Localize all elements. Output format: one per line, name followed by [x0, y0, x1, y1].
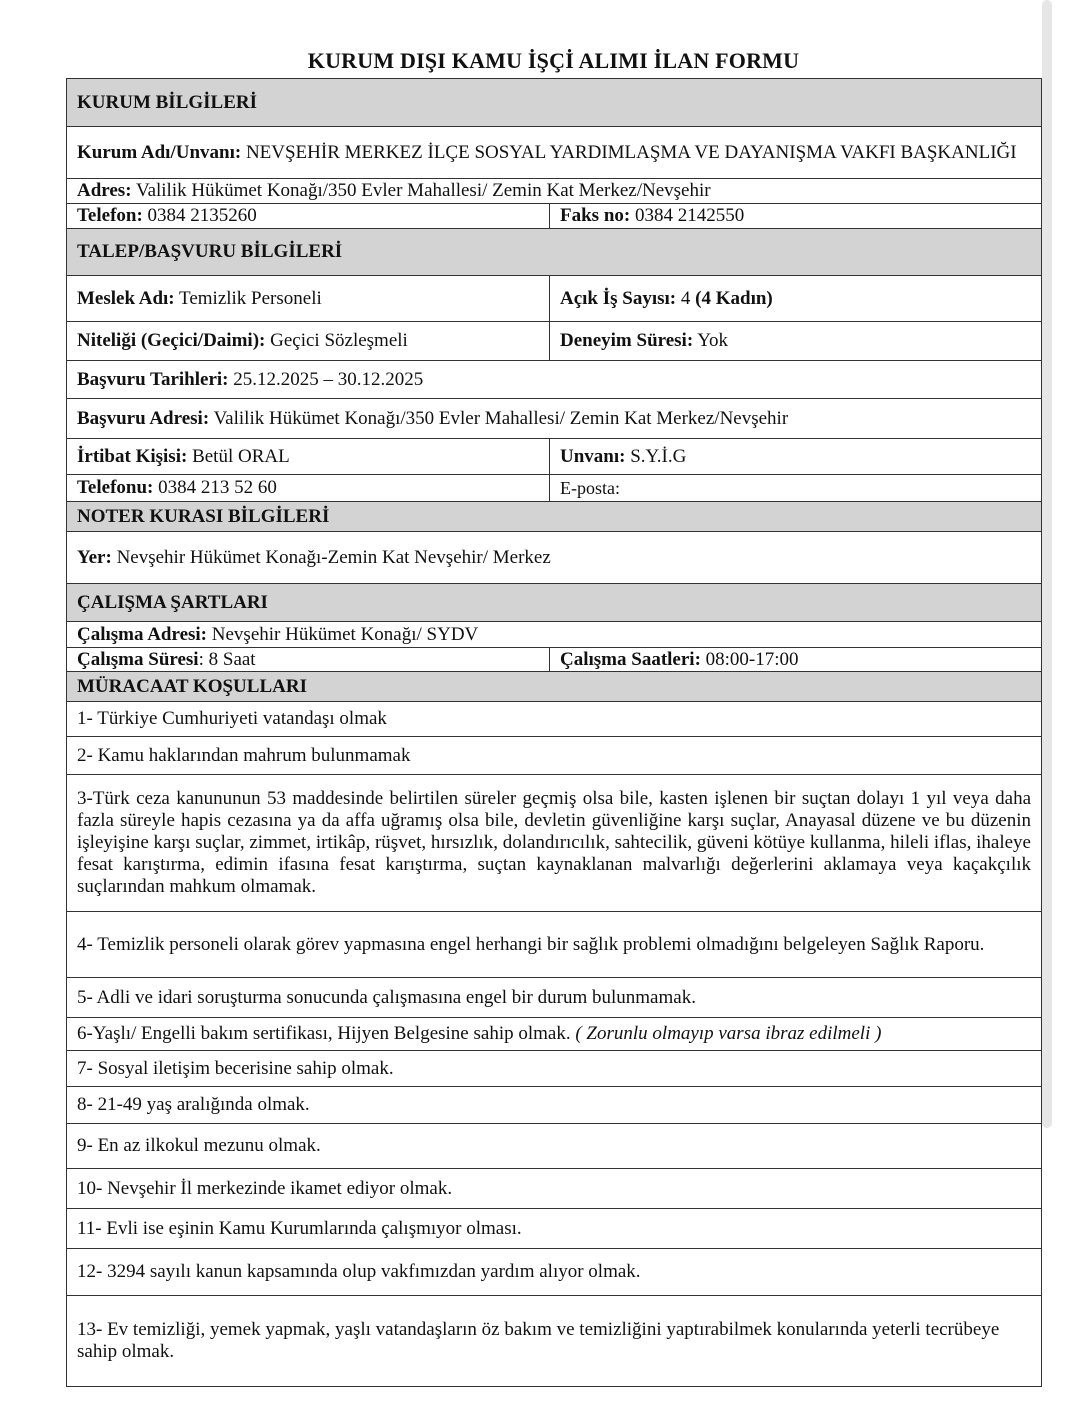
unvan-value: S.Y.İ.G	[625, 445, 687, 467]
nitelik-value: Geçici Sözleşmeli	[265, 330, 408, 351]
meslek-cell	[67, 276, 550, 322]
basvuru-adres-row	[67, 399, 1042, 439]
faks-cell	[550, 204, 1042, 229]
irtibat-value: Betül ORAL	[187, 445, 290, 467]
calisma-saat-value: 08:00-17:00	[700, 648, 799, 670]
noter-yer-label: Yer:	[77, 546, 112, 568]
scrollbar[interactable]	[1042, 0, 1052, 1128]
irtibat-telefon-value: 0384 213 52 60	[153, 477, 277, 498]
eposta-cell: E-posta:	[550, 475, 1042, 502]
basvuru-tarih-row	[67, 361, 1042, 399]
nitelik-cell	[67, 322, 550, 361]
irtibat-telefon-cell	[67, 475, 550, 502]
noter-yer-value: Nevşehir Hükümet Konağı-Zemin Kat Nevşehir/ Merkez	[111, 546, 551, 568]
faks-label: Faks no:	[560, 205, 631, 226]
calisma-sure-cell	[67, 648, 550, 672]
section-header-muracaat: MÜRACAAT KOŞULLARI	[67, 672, 1042, 702]
calisma-saat-label: Çalışma Saatleri:	[560, 648, 701, 670]
condition-10: 10- Nevşehir İl merkezinde ikamet ediyor olmak.	[67, 1169, 1042, 1209]
irtibat-label: İrtibat Kişisi:	[77, 445, 188, 467]
telefon-value: 0384 2135260	[142, 205, 257, 226]
condition-1: 1- Türkiye Cumhuriyeti vatandaşı olmak	[67, 702, 1042, 737]
condition-9: 9- En az ilkokul mezunu olmak.	[67, 1124, 1042, 1169]
basvuru-tarih-value: 25.12.2025 – 30.12.2025	[228, 368, 424, 390]
condition-6	[67, 1018, 1042, 1051]
meslek-label: Meslek Adı:	[77, 287, 175, 309]
basvuru-adres-label: Başvuru Adresi:	[77, 407, 210, 429]
calisma-adres-label: Çalışma Adresi:	[77, 623, 208, 645]
acik-is-extra: (4 Kadın)	[695, 287, 773, 309]
kurum-adi-row	[67, 127, 1042, 179]
calisma-sure-value: : 8 Saat	[198, 648, 256, 670]
section-header-talep: TALEP/BAŞVURU BİLGİLERİ	[67, 229, 1042, 276]
section-header-calisma: ÇALIŞMA ŞARTLARI	[67, 584, 1042, 622]
condition-13: 13- Ev temizliği, yemek yapmak, yaşlı vatandaşların öz bakım ve temizliğini yaptırabilmek konularında yeterli tecrübeye sahip olmak.	[67, 1296, 1042, 1387]
kurum-adi-value: NEVŞEHİR MERKEZ İLÇE SOSYAL YARDIMLAŞMA VE DAYANIŞMA VAKFI BAŞKANLIĞI	[241, 141, 1017, 163]
kurum-adi-label: Kurum Adı/Unvanı:	[77, 141, 242, 163]
condition-6-text: 6-Yaşlı/ Engelli bakım sertifikası, Hijyen Belgesine sahip olmak.	[77, 1023, 576, 1044]
faks-value: 0384 2142550	[630, 205, 745, 226]
condition-12: 12- 3294 sayılı kanun kapsamında olup vakfımızdan yardım alıyor olmak.	[67, 1249, 1042, 1296]
unvan-cell	[550, 439, 1042, 475]
calisma-sure-label: Çalışma Süresi	[77, 648, 199, 670]
deneyim-label: Deneyim Süresi:	[560, 330, 694, 351]
acik-is-cell	[550, 276, 1042, 322]
application-form-table	[66, 78, 1042, 1387]
section-header-kurum: KURUM BİLGİLERİ	[67, 79, 1042, 127]
irtibat-telefon-label: Telefonu:	[77, 477, 154, 498]
noter-yer-row	[67, 532, 1042, 584]
deneyim-value: Yok	[693, 330, 729, 351]
nitelik-label: Niteliği (Geçici/Daimi):	[77, 330, 266, 351]
condition-4: 4- Temizlik personeli olarak görev yapmasına engel herhangi bir sağlık problemi olmadığını belgeleyen Sağlık Raporu.	[67, 912, 1042, 978]
condition-2: 2- Kamu haklarından mahrum bulunmamak	[67, 737, 1042, 775]
meslek-value: Temizlik Personeli	[174, 287, 322, 309]
condition-8: 8- 21-49 yaş aralığında olmak.	[67, 1087, 1042, 1124]
condition-7: 7- Sosyal iletişim becerisine sahip olmak.	[67, 1051, 1042, 1087]
section-header-noter: NOTER KURASI BİLGİLERİ	[67, 502, 1042, 532]
adres-label: Adres:	[77, 180, 132, 201]
telefon-label: Telefon:	[77, 205, 143, 226]
irtibat-cell	[67, 439, 550, 475]
basvuru-tarih-label: Başvuru Tarihleri:	[77, 368, 229, 390]
telefon-cell	[67, 204, 550, 229]
calisma-saat-cell	[550, 648, 1042, 672]
unvan-label: Unvanı:	[560, 445, 626, 467]
basvuru-adres-value: Valilik Hükümet Konağı/350 Evler Mahallesi/ Zemin Kat Merkez/Nevşehir	[209, 407, 789, 429]
page-title: KURUM DIŞI KAMU İŞÇİ ALIMI İLAN FORMU	[307, 48, 800, 73]
adres-row	[67, 179, 1042, 204]
condition-6-note: ( Zorunlu olmayıp varsa ibraz edilmeli )	[575, 1023, 882, 1044]
acik-is-label: Açık İş Sayısı:	[560, 287, 677, 309]
condition-3: 3-Türk ceza kanununun 53 maddesinde belirtilen süreler geçmiş olsa bile, kasten işlenen bir suçtan dolayı 1 yıl veya daha fazla süreyle hapis cezasına ya da affa uğramış olsa bile, devletin güvenliğine karşı suçlar, Anayasal düzene ve bu düzenin işleyişine karşı suçlar, zimmet, irtikâp, rüşvet, hırsızlık, dolandırıcılık, sahtecilik, güveni kötüye kullanma, hileli iflas, ihaleye fesat karıştırma, edimin ifasına fesat karıştırma, suçtan kaynaklanan malvarlığı değerlerini aklamaya veya kaçakçılık suçlarından mahkum olmamak.	[67, 775, 1042, 912]
deneyim-cell	[550, 322, 1042, 361]
acik-is-value: 4	[676, 287, 696, 309]
condition-5: 5- Adli ve idari soruşturma sonucunda çalışmasına engel bir durum bulunmamak.	[67, 978, 1042, 1018]
calisma-adres-row	[67, 622, 1042, 648]
condition-11: 11- Evli ise eşinin Kamu Kurumlarında çalışmıyor olması.	[67, 1209, 1042, 1249]
calisma-adres-value: Nevşehir Hükümet Konağı/ SYDV	[207, 623, 479, 645]
adres-value: Valilik Hükümet Konağı/350 Evler Mahallesi/ Zemin Kat Merkez/Nevşehir	[131, 180, 711, 201]
